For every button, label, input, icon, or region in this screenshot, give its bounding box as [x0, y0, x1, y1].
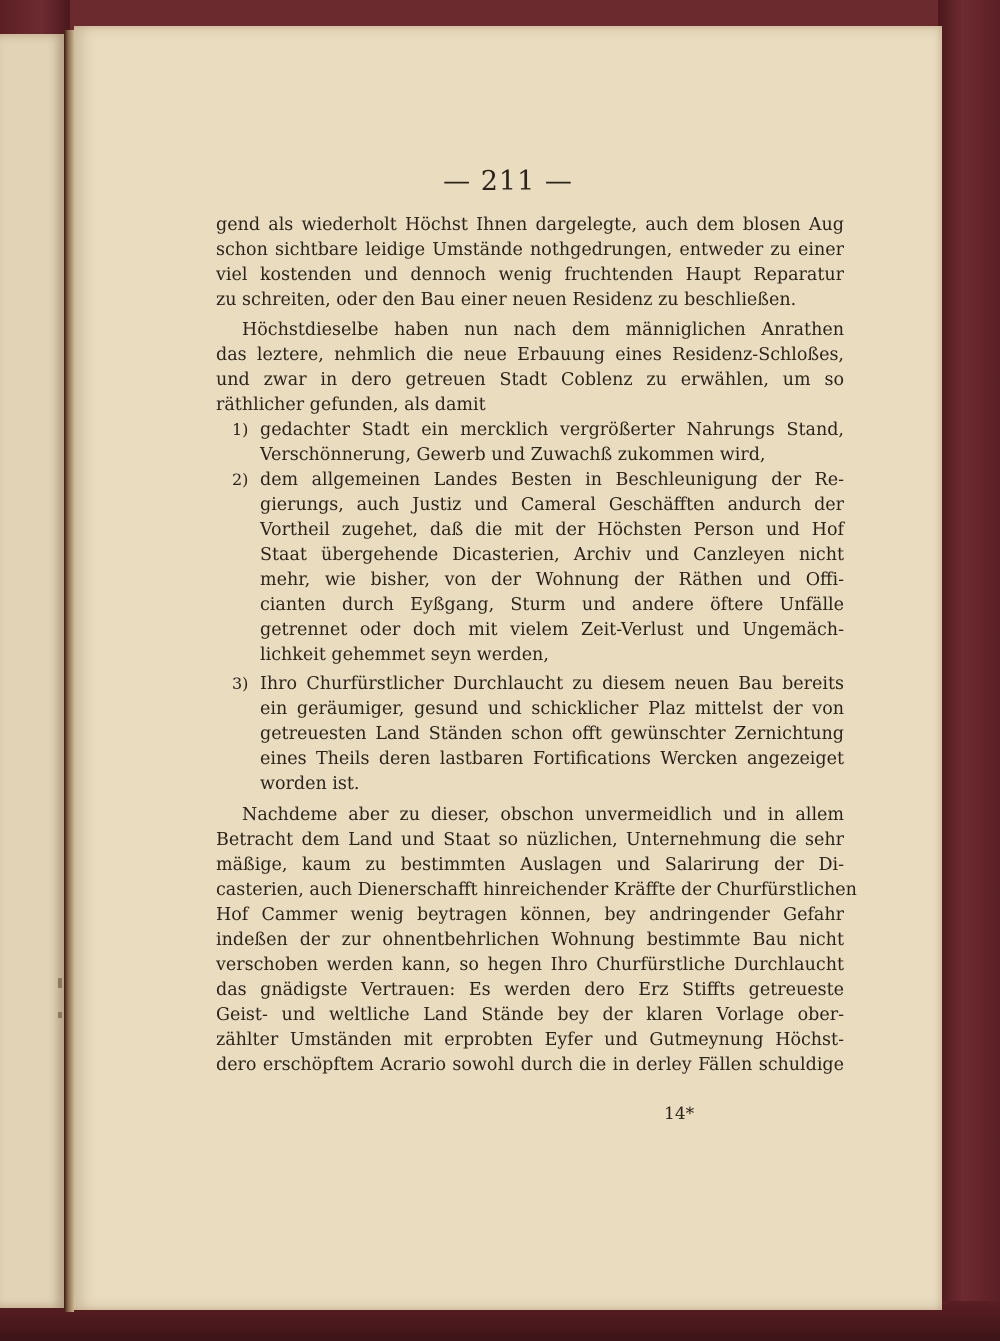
- edge-mark: [58, 978, 62, 988]
- text-line: eines Theils deren lastbaren Fortifications Wercken angezeiget: [260, 749, 844, 769]
- list-number: 1): [232, 420, 249, 439]
- text-line: verschoben werden kann, so hegen Ihro Churfürstliche Durchlaucht: [216, 955, 844, 975]
- text-line: und zwar in dero getreuen Stadt Coblenz zu erwählen, um so: [216, 370, 844, 390]
- text-line: Vortheil zugehet, daß die mit der Höchsten Person und Hof: [260, 520, 844, 540]
- book-gutter: [64, 30, 74, 1312]
- text-line: dero erschöpftem Acrario sowohl durch die in derley Fällen schuldige: [216, 1055, 844, 1075]
- text-line: casterien, auch Dienerschafft hinreichender Kräffte der Churfürstlichen: [216, 880, 857, 900]
- text-line: Verschönnerung, Gewerb und Zuwachß zukommen wird,: [260, 445, 766, 465]
- text-line: worden ist.: [260, 774, 360, 794]
- text-line: dem allgemeinen Landes Besten in Beschleunigung der Re-: [260, 470, 844, 490]
- list-number: 2): [232, 470, 249, 489]
- text-line: indeßen der zur ohnentbehrlichen Wohnung bestimmte Bau nicht: [216, 930, 844, 950]
- text-line: zu schreiten, oder den Bau einer neuen Residenz zu beschließen.: [216, 290, 797, 310]
- text-line: Staat übergehende Dicasterien, Archiv und Canzleyen nicht: [260, 545, 844, 565]
- page-number: — 211 —: [443, 166, 573, 197]
- text-line: Ihro Churfürstlicher Durchlaucht zu diesem neuen Bau bereits: [260, 674, 844, 694]
- list-number: 3): [232, 674, 249, 693]
- book-cover-right: [938, 0, 1000, 1341]
- text-line: das leztere, nehmlich die neue Erbauung eines Residenz-Schloßes,: [216, 345, 844, 365]
- text-line: Höchstdieselbe haben nun nach dem männiglichen Anrathen: [242, 320, 844, 340]
- text-line: lichkeit gehemmet seyn werden,: [260, 645, 549, 665]
- text-line: Geist- und weltliche Land Stände bey der klaren Vorlage ober-: [216, 1005, 844, 1025]
- facing-page-edge: [0, 34, 64, 1308]
- text-line: Betracht dem Land und Staat so nüzlichen, Unternehmung die sehr: [216, 830, 844, 850]
- text-line: Nachdeme aber zu dieser, obschon unvermeidlich und in allem: [242, 805, 844, 825]
- book-page: [74, 26, 942, 1310]
- text-line: Hof Cammer wenig beytragen können, bey andringender Gefahr: [216, 905, 844, 925]
- text-line: gierungs, auch Justiz und Cameral Geschäfften andurch der: [260, 495, 844, 515]
- text-line: ein geräumiger, gesund und schicklicher Plaz mittelst der von: [260, 699, 844, 719]
- text-line: schon sichtbare leidige Umstände nothgedrungen, entweder zu einer: [216, 240, 844, 260]
- text-line: zählter Umständen mit erprobten Eyfer und Gutmeynung Höchst-: [216, 1030, 844, 1050]
- text-line: gend als wiederholt Höchst Ihnen dargelegte, auch dem blosen Aug: [216, 215, 844, 235]
- text-line: gedachter Stadt ein mercklich vergrößerter Nahrungs Stand,: [260, 420, 844, 440]
- text-line: getreuesten Land Ständen schon offt gewünschter Zernichtung: [260, 724, 844, 744]
- text-line: mäßige, kaum zu bestimmten Auslagen und Salarirung der Di-: [216, 855, 844, 875]
- text-line: getrennet oder doch mit vielem Zeit-Verlust und Ungemäch-: [260, 620, 844, 640]
- text-line: viel kostenden und dennoch wenig fruchtenden Haupt Reparatur: [216, 265, 844, 285]
- text-line: mehr, wie bisher, von der Wohnung der Räthen und Offi-: [260, 570, 844, 590]
- edge-mark: [58, 1012, 62, 1018]
- text-line: das gnädigste Vertrauen: Es werden dero Erz Stiffts getreueste: [216, 980, 844, 1000]
- signature-mark: 14*: [664, 1104, 695, 1124]
- text-line: cianten durch Eyßgang, Sturm und andere öftere Unfälle: [260, 595, 844, 615]
- text-line: räthlicher gefunden, als damit: [216, 395, 486, 415]
